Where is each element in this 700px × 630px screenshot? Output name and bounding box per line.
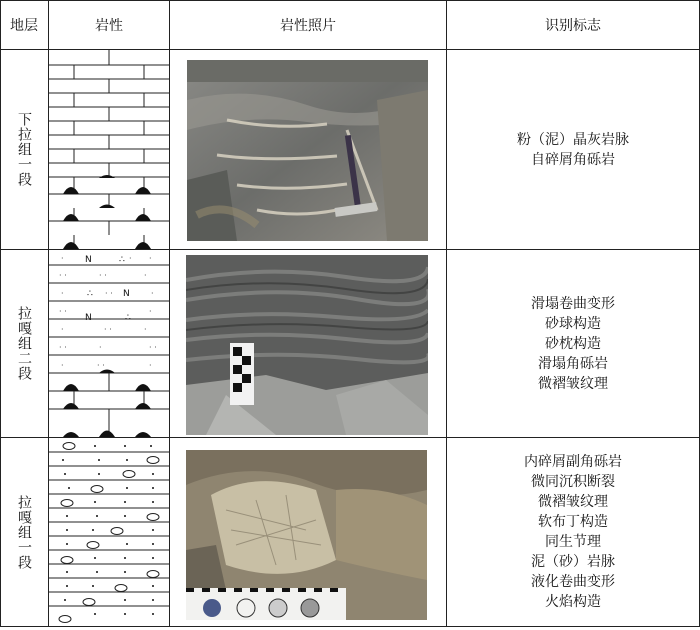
feature-item: 粉（泥）晶灰岩脉 — [517, 131, 629, 148]
lithology-column-3 — [49, 438, 169, 626]
feature-item: 同生节理 — [545, 534, 601, 550]
lithology-column-1 — [49, 50, 169, 249]
svg-text:·: · — [99, 343, 102, 352]
svg-text:· ·: · · — [59, 343, 67, 352]
breccia-photo — [186, 450, 427, 620]
svg-text:· ·: · · — [149, 343, 157, 352]
svg-text:·: · — [61, 289, 64, 298]
stratum-name: 拉嘎组一段 — [16, 494, 32, 570]
identification-cell-1 — [447, 50, 699, 249]
scale-bar — [186, 588, 346, 620]
laminated-siltstone-photo — [186, 255, 428, 435]
svg-text:·: · — [61, 254, 64, 263]
breccia-pattern — [49, 438, 169, 626]
svg-text:·: · — [151, 289, 154, 298]
stratum-name: 拉嘎组二段 — [16, 306, 32, 381]
feature-item: 砂球构造 — [545, 315, 601, 332]
limestone-pattern — [49, 50, 169, 249]
svg-text:· ·: · · — [59, 307, 67, 316]
symbol-dots: ∴ — [87, 289, 93, 299]
feature-item: 软布丁构造 — [538, 514, 608, 530]
stratum-cell-3 — [0, 438, 48, 626]
header-identification: 识别标志 — [545, 18, 601, 34]
feature-item: 砂枕构造 — [545, 335, 601, 352]
svg-text:·: · — [149, 361, 152, 370]
col-divider-2 — [169, 0, 170, 627]
symbol-n: N — [85, 255, 92, 265]
svg-text:· ·: · · — [105, 289, 113, 298]
feature-item: 液化卷曲变形 — [531, 574, 615, 590]
rock-photo-2 — [186, 255, 428, 435]
feature-item: 泥（砂）岩脉 — [531, 554, 615, 570]
siltstone-pattern — [49, 250, 169, 437]
feature-item: 自碎屑角砾岩 — [531, 151, 615, 168]
svg-text:· ·: · · — [99, 271, 107, 280]
stratum-cell-1 — [0, 50, 48, 249]
feature-item: 火焰构造 — [545, 594, 601, 610]
limestone-vein-photo — [187, 60, 428, 241]
svg-text:·: · — [144, 325, 147, 334]
stratum-cell-2 — [0, 250, 48, 437]
feature-item: 微褶皱纹理 — [538, 375, 608, 392]
symbol-n: N — [123, 289, 130, 299]
svg-text:· ·: · · — [97, 361, 105, 370]
svg-text:·: · — [144, 271, 147, 280]
svg-text:·: · — [149, 254, 152, 263]
feature-item: 滑塌角砾岩 — [538, 355, 608, 372]
identification-cell-2 — [447, 250, 699, 437]
svg-text:·: · — [61, 325, 64, 334]
header-stratum: 地层 — [10, 18, 38, 34]
rock-photo-1 — [187, 60, 428, 241]
header-lithology: 岩性 — [95, 18, 123, 34]
symbol-dots: ∴ — [119, 255, 125, 265]
scale-card — [230, 343, 254, 405]
identification-cell-3 — [447, 438, 699, 626]
svg-text:·: · — [129, 254, 132, 263]
svg-text:·: · — [61, 361, 64, 370]
feature-item: 滑塌卷曲变形 — [531, 295, 615, 312]
rock-photo-3 — [186, 450, 427, 620]
symbol-n: N — [85, 313, 92, 323]
feature-item: 微同沉积断裂 — [531, 474, 615, 490]
header-photo: 岩性照片 — [280, 18, 336, 34]
svg-text:· ·: · · — [104, 325, 112, 334]
lithology-column-2 — [49, 250, 169, 437]
svg-text:·: · — [149, 307, 152, 316]
svg-text:· ·: · · — [59, 271, 67, 280]
feature-item: 微褶皱纹理 — [538, 494, 608, 510]
stratum-name: 下拉组一段 — [16, 112, 32, 187]
symbol-dots: ∴ — [125, 313, 131, 323]
feature-item: 内碎屑副角砾岩 — [524, 454, 622, 470]
